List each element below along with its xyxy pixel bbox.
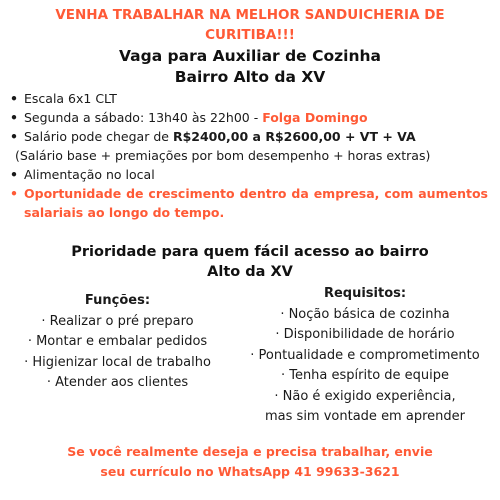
horario-text: Segunda a sábado: 13h40 às 22h00 - <box>24 110 263 125</box>
job-title-line1: Vaga para Auxiliar de Cozinha <box>119 47 381 65</box>
funcoes-item: · Higienizar local de trabalho <box>24 354 211 370</box>
requisitos-title: Requisitos: <box>323 286 407 301</box>
footer-line2: seu currículo no WhatsApp 41 99633-3621 <box>100 464 400 479</box>
footer-line1: Se você realmente deseja e precisa trabalhar, envie <box>67 444 433 459</box>
funcoes-title: Funções: <box>84 293 151 308</box>
job-title <box>20 46 480 88</box>
bullet-icon: • <box>10 167 18 182</box>
priority-note <box>20 242 480 282</box>
list-item-alimentacao <box>10 165 488 184</box>
requisitos-item: mas sim vontade em aprender <box>265 409 465 424</box>
requisitos-item: · Pontualidade e comprometimento <box>250 347 480 363</box>
oportunidade-text: Oportunidade de crescimento dentro da empresa, com aumentos salariais ao longo do tempo. <box>24 186 488 220</box>
list-item-escala <box>10 89 488 108</box>
job-title-line2: Bairro Alto da XV <box>174 68 326 86</box>
funcoes-item: · Atender aos clientes <box>46 375 189 390</box>
list-item-horario <box>10 108 488 127</box>
bullet-icon: • <box>10 110 18 125</box>
list-item-oportunidade <box>10 184 488 222</box>
folga-text: Folga Domingo <box>262 110 368 125</box>
escala-text: Escala 6x1 CLT <box>24 91 117 106</box>
salario-value: R$2400,00 a R$2600,00 + VT + VA <box>172 129 416 144</box>
bullet-icon: • <box>10 129 18 144</box>
funcoes-item: · Montar e embalar pedidos <box>27 334 208 349</box>
list-item-salario-note <box>10 146 488 165</box>
footer-call-to-action <box>20 442 480 482</box>
requisitos-item: · Disponibilidade de horário <box>275 327 455 342</box>
requisitos-section <box>234 284 496 428</box>
requisitos-item: · Tenha espírito de equipe <box>280 368 450 383</box>
bullet-icon: • <box>10 91 18 106</box>
requisitos-item: · Noção básica de cozinha <box>280 306 450 322</box>
headline-line2: CURITIBA!!! <box>205 27 295 43</box>
salario-prefix: Salário pode chegar de <box>24 129 173 144</box>
funcoes-section <box>0 291 235 394</box>
requisitos-item: · Não é exigido experiência, <box>274 388 456 404</box>
bullet-icon: • <box>10 186 18 201</box>
priority-line1: Prioridade para quem fácil acesso ao bairro <box>71 244 429 260</box>
list-item-salario <box>10 127 488 146</box>
headline-line1: VENHA TRABALHAR NA MELHOR SANDUICHERIA DE <box>55 7 445 23</box>
priority-line2: Alto da XV <box>207 264 293 280</box>
benefits-list <box>10 89 488 222</box>
alimentacao-text: Alimentação no local <box>24 167 155 182</box>
funcoes-item: · Realizar o pré preparo <box>41 313 194 329</box>
salario-note: (Salário base + premiações por bom desempenho + horas extras) <box>15 148 431 163</box>
headline <box>20 5 480 45</box>
